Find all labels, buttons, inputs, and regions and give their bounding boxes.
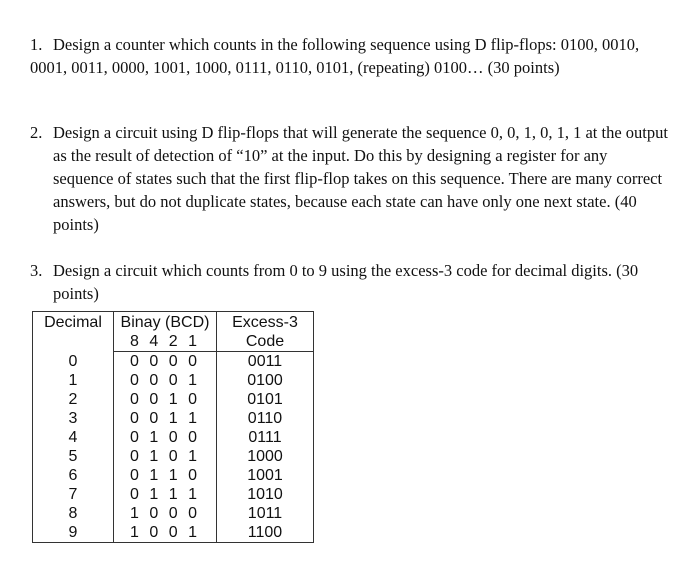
cell-bcd: 0 0 0 0 [114,352,217,372]
question-1 [30,33,650,79]
cell-excess3: 1100 [217,523,314,543]
question-3 [30,259,670,305]
table-row [33,390,314,409]
cell-decimal: 9 [33,523,114,543]
cell-bcd: 0 1 1 0 [114,466,217,485]
table-row [33,371,314,390]
table-row [33,485,314,504]
cell-excess3: 1001 [217,466,314,485]
cell-bcd: 0 0 0 1 [114,371,217,390]
cell-bcd: 1 0 0 1 [114,523,217,543]
table-row [33,504,314,523]
header-bcd: Binay (BCD) [114,312,217,333]
cell-excess3: 0011 [217,352,314,372]
cell-excess3: 0110 [217,409,314,428]
cell-excess3: 0111 [217,428,314,447]
cell-excess3: 1011 [217,504,314,523]
cell-decimal: 7 [33,485,114,504]
question-text: Design a counter which counts in the following sequence using D flip-flops: 0100, 0010, 0001, 0011, 0000, 1001, 1000, 0111, 0110, 0101, (repeating) 0100… (30 points) [30,35,640,77]
table-row [33,428,314,447]
table-body [33,352,314,543]
question-number: 3. [30,261,43,280]
cell-bcd: 0 1 1 1 [114,485,217,504]
question-text: Design a circuit which counts from 0 to 9 using the excess-3 code for decimal digits. (30 points) [53,261,639,303]
excess3-table [32,311,314,543]
cell-excess3: 1010 [217,485,314,504]
header-excess3-code: Code [217,332,314,352]
table-row [33,352,314,372]
question-number: 1. [30,35,43,54]
cell-decimal: 8 [33,504,114,523]
cell-excess3: 1000 [217,447,314,466]
cell-bcd: 1 0 0 0 [114,504,217,523]
question-number: 2. [30,123,43,142]
cell-excess3: 0101 [217,390,314,409]
table-row [33,466,314,485]
cell-bcd: 0 1 0 1 [114,447,217,466]
question-text: Design a circuit using D flip-flops that will generate the sequence 0, 0, 1, 0, 1, 1 at the output as the result of detection of “10” at the input. Do this by designing a register for any sequence of states such that the first flip-flop takes on this sequence. There are many correct answers, but do not duplicate states, because each state can have only one next state. (40 points) [53,123,668,234]
header-excess3: Excess-3 [217,312,314,333]
cell-decimal: 2 [33,390,114,409]
cell-decimal: 0 [33,352,114,372]
cell-bcd: 0 0 1 0 [114,390,217,409]
cell-decimal: 6 [33,466,114,485]
cell-decimal: 5 [33,447,114,466]
cell-bcd: 0 0 1 1 [114,409,217,428]
cell-decimal: 3 [33,409,114,428]
table-row [33,409,314,428]
table-row [33,523,314,543]
question-2 [30,121,670,236]
table-row [33,447,314,466]
cell-decimal: 4 [33,428,114,447]
cell-bcd: 0 1 0 0 [114,428,217,447]
header-bcd-weights: 8 4 2 1 [114,332,217,352]
header-decimal: Decimal [33,312,114,352]
cell-decimal: 1 [33,371,114,390]
cell-excess3: 0100 [217,371,314,390]
